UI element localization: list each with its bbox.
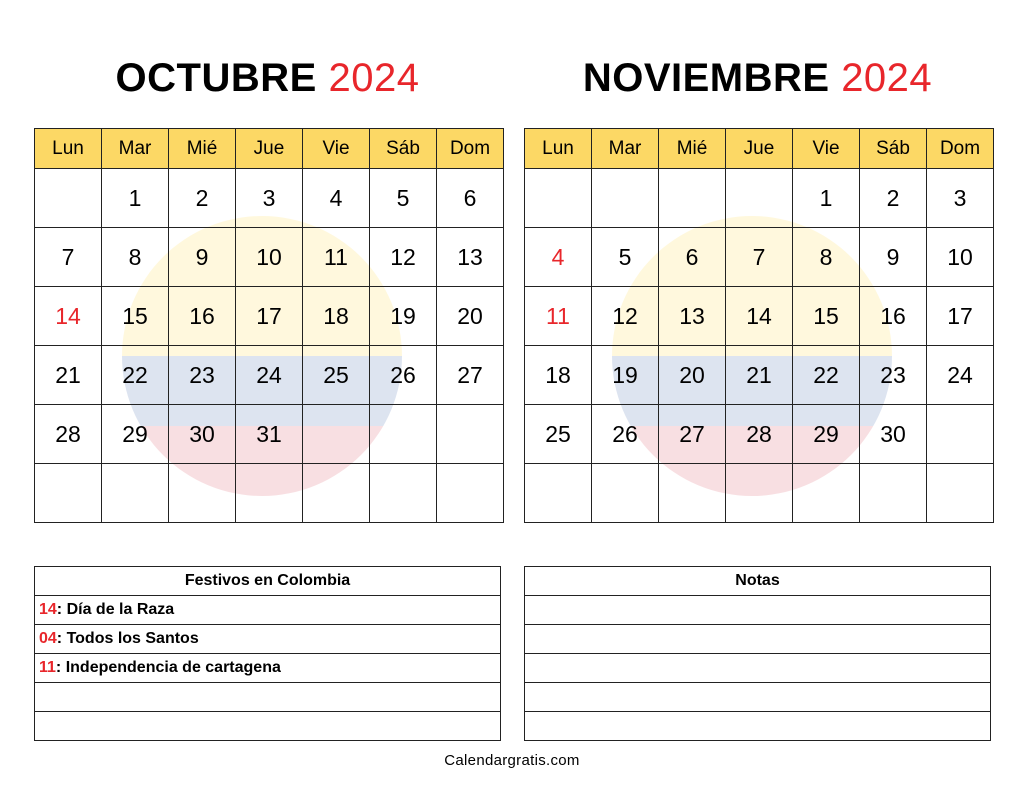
day-cell: 29 <box>102 405 169 464</box>
day-cell: 11 <box>303 228 370 287</box>
weekday-label: Dom <box>437 129 504 169</box>
day-cell: 21 <box>35 346 102 405</box>
calendar-grid <box>524 128 994 523</box>
day-cell: 24 <box>236 346 303 405</box>
day-cell: 13 <box>437 228 504 287</box>
day-cell: 22 <box>102 346 169 405</box>
day-cell: 2 <box>169 169 236 228</box>
day-cell: 1 <box>102 169 169 228</box>
day-cell: 7 <box>726 228 793 287</box>
day-cell: 2 <box>860 169 927 228</box>
empty-day-cell <box>592 169 659 228</box>
notes-line <box>525 654 991 683</box>
day-cell: 10 <box>236 228 303 287</box>
day-cell: 18 <box>525 346 592 405</box>
day-cell: 17 <box>927 287 994 346</box>
day-cell: 24 <box>927 346 994 405</box>
day-cell: 4 <box>525 228 592 287</box>
empty-day-cell <box>860 464 927 523</box>
empty-day-cell <box>525 169 592 228</box>
day-cell: 16 <box>860 287 927 346</box>
day-cell: 30 <box>860 405 927 464</box>
holiday-text: : Independencia de cartagena <box>55 659 281 676</box>
holiday-item-empty <box>35 683 501 712</box>
notes-line <box>525 596 991 625</box>
day-cell: 28 <box>35 405 102 464</box>
month-title <box>524 52 991 104</box>
empty-day-cell <box>592 464 659 523</box>
empty-day-cell <box>927 405 994 464</box>
week-row <box>525 405 994 464</box>
day-cell: 6 <box>659 228 726 287</box>
day-cell: 19 <box>592 346 659 405</box>
holidays-title: Festivos en Colombia <box>35 567 501 596</box>
empty-day-cell <box>437 464 504 523</box>
day-cell: 20 <box>659 346 726 405</box>
day-cell: 22 <box>793 346 860 405</box>
weekday-label: Mar <box>592 129 659 169</box>
day-cell: 21 <box>726 346 793 405</box>
day-cell: 11 <box>525 287 592 346</box>
notes-table <box>524 566 991 741</box>
day-cell: 1 <box>793 169 860 228</box>
weekday-label: Jue <box>726 129 793 169</box>
day-cell: 20 <box>437 287 504 346</box>
weekday-label: Mié <box>659 129 726 169</box>
day-cell: 8 <box>793 228 860 287</box>
weekday-label: Jue <box>236 129 303 169</box>
notes-line <box>525 712 991 741</box>
notes-title: Notas <box>525 567 991 596</box>
week-row <box>35 169 504 228</box>
weekday-header-row <box>525 129 994 169</box>
holidays-table <box>34 566 501 741</box>
empty-day-cell <box>659 169 726 228</box>
month-year: 2024 <box>841 56 933 100</box>
day-cell: 9 <box>169 228 236 287</box>
month-title <box>34 52 501 104</box>
day-cell: 23 <box>860 346 927 405</box>
day-cell: 15 <box>102 287 169 346</box>
footer-site: Calendargratis.com <box>444 752 580 769</box>
empty-day-cell <box>927 464 994 523</box>
empty-day-cell <box>793 464 860 523</box>
week-row <box>35 346 504 405</box>
weekday-label: Dom <box>927 129 994 169</box>
weekday-label: Vie <box>303 129 370 169</box>
day-cell: 7 <box>35 228 102 287</box>
empty-day-cell <box>169 464 236 523</box>
day-cell: 14 <box>35 287 102 346</box>
week-row <box>35 287 504 346</box>
day-cell: 8 <box>102 228 169 287</box>
day-cell: 27 <box>659 405 726 464</box>
week-row <box>525 287 994 346</box>
holiday-text: : Todos los Santos <box>56 630 199 647</box>
day-cell: 3 <box>236 169 303 228</box>
empty-day-cell <box>525 464 592 523</box>
holiday-day: 14 <box>39 601 57 618</box>
day-cell: 30 <box>169 405 236 464</box>
empty-day-cell <box>102 464 169 523</box>
empty-day-cell <box>726 169 793 228</box>
holiday-item <box>35 596 501 625</box>
empty-day-cell <box>303 405 370 464</box>
day-cell: 26 <box>370 346 437 405</box>
day-cell: 5 <box>370 169 437 228</box>
day-cell: 18 <box>303 287 370 346</box>
calendar-grid <box>34 128 504 523</box>
day-cell: 28 <box>726 405 793 464</box>
empty-day-cell <box>35 169 102 228</box>
empty-day-cell <box>303 464 370 523</box>
week-row <box>35 228 504 287</box>
day-cell: 23 <box>169 346 236 405</box>
weekday-label: Sáb <box>860 129 927 169</box>
empty-day-cell <box>236 464 303 523</box>
day-cell: 4 <box>303 169 370 228</box>
weekday-label: Vie <box>793 129 860 169</box>
day-cell: 19 <box>370 287 437 346</box>
week-row <box>525 346 994 405</box>
day-cell: 12 <box>592 287 659 346</box>
empty-day-cell <box>35 464 102 523</box>
month-name: OCTUBRE <box>115 56 317 100</box>
weekday-label: Lun <box>525 129 592 169</box>
day-cell: 12 <box>370 228 437 287</box>
week-row <box>35 464 504 523</box>
day-cell: 5 <box>592 228 659 287</box>
week-row <box>35 405 504 464</box>
weekday-header-row <box>35 129 504 169</box>
holiday-item <box>35 625 501 654</box>
empty-day-cell <box>370 464 437 523</box>
day-cell: 14 <box>726 287 793 346</box>
holiday-item <box>35 654 501 683</box>
week-row <box>525 169 994 228</box>
day-cell: 15 <box>793 287 860 346</box>
day-cell: 27 <box>437 346 504 405</box>
weekday-label: Sáb <box>370 129 437 169</box>
empty-day-cell <box>437 405 504 464</box>
week-row <box>525 464 994 523</box>
month-year: 2024 <box>328 56 420 100</box>
notes-line <box>525 683 991 712</box>
weekday-label: Lun <box>35 129 102 169</box>
holiday-day: 11 <box>39 659 56 676</box>
holiday-text: : Día de la Raza <box>56 601 175 618</box>
holiday-item-empty <box>35 712 501 741</box>
day-cell: 3 <box>927 169 994 228</box>
day-cell: 25 <box>303 346 370 405</box>
day-cell: 6 <box>437 169 504 228</box>
empty-day-cell <box>659 464 726 523</box>
day-cell: 13 <box>659 287 726 346</box>
month-name: NOVIEMBRE <box>582 56 830 100</box>
day-cell: 16 <box>169 287 236 346</box>
day-cell: 10 <box>927 228 994 287</box>
day-cell: 26 <box>592 405 659 464</box>
day-cell: 17 <box>236 287 303 346</box>
day-cell: 31 <box>236 405 303 464</box>
day-cell: 9 <box>860 228 927 287</box>
empty-day-cell <box>726 464 793 523</box>
empty-day-cell <box>370 405 437 464</box>
weekday-label: Mar <box>102 129 169 169</box>
notes-line <box>525 625 991 654</box>
day-cell: 29 <box>793 405 860 464</box>
holiday-day: 04 <box>39 630 57 647</box>
weekday-label: Mié <box>169 129 236 169</box>
day-cell: 25 <box>525 405 592 464</box>
week-row <box>525 228 994 287</box>
